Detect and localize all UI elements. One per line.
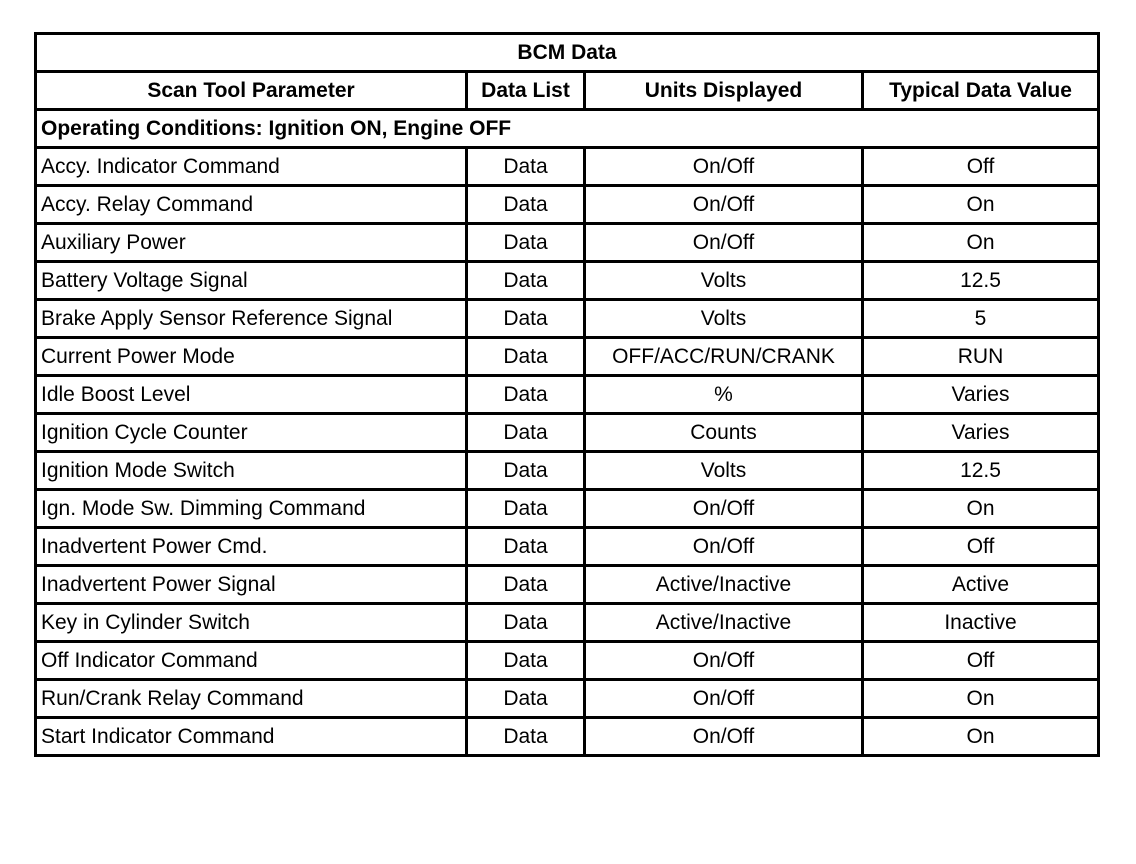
param-cell: Ign. Mode Sw. Dimming Command [36, 490, 467, 528]
data-list-cell: Data [467, 414, 585, 452]
units-cell: On/Off [585, 148, 863, 186]
table-row [36, 414, 1099, 452]
typical-value-cell: Active [863, 566, 1099, 604]
data-list-cell: Data [467, 680, 585, 718]
data-list-cell: Data [467, 300, 585, 338]
param-cell: Inadvertent Power Cmd. [36, 528, 467, 566]
data-list-cell: Data [467, 528, 585, 566]
typical-value-cell: Off [863, 528, 1099, 566]
data-list-cell: Data [467, 148, 585, 186]
header-row [36, 72, 1099, 110]
table-row [36, 224, 1099, 262]
header-scan-tool-parameter: Scan Tool Parameter [36, 72, 467, 110]
data-list-cell: Data [467, 224, 585, 262]
table-row [36, 490, 1099, 528]
typical-value-cell: On [863, 718, 1099, 756]
typical-value-cell: Inactive [863, 604, 1099, 642]
param-cell: Accy. Indicator Command [36, 148, 467, 186]
typical-value-cell: Off [863, 148, 1099, 186]
units-cell: Active/Inactive [585, 604, 863, 642]
typical-value-cell: On [863, 680, 1099, 718]
operating-conditions: Operating Conditions: Ignition ON, Engine OFF [36, 110, 1099, 148]
section-row [36, 110, 1099, 148]
param-cell: Brake Apply Sensor Reference Signal [36, 300, 467, 338]
units-cell: OFF/ACC/RUN/CRANK [585, 338, 863, 376]
table-title: BCM Data [36, 34, 1099, 72]
data-list-cell: Data [467, 718, 585, 756]
param-cell: Ignition Cycle Counter [36, 414, 467, 452]
table-row [36, 452, 1099, 490]
data-list-cell: Data [467, 490, 585, 528]
header-data-list: Data List [467, 72, 585, 110]
param-cell: Start Indicator Command [36, 718, 467, 756]
param-cell: Inadvertent Power Signal [36, 566, 467, 604]
typical-value-cell: On [863, 186, 1099, 224]
typical-value-cell: On [863, 490, 1099, 528]
table-row [36, 528, 1099, 566]
units-cell: Volts [585, 262, 863, 300]
param-cell: Off Indicator Command [36, 642, 467, 680]
units-cell: On/Off [585, 490, 863, 528]
table-row [36, 566, 1099, 604]
param-cell: Auxiliary Power [36, 224, 467, 262]
units-cell: Volts [585, 300, 863, 338]
units-cell: On/Off [585, 224, 863, 262]
typical-value-cell: On [863, 224, 1099, 262]
table-row [36, 338, 1099, 376]
units-cell: % [585, 376, 863, 414]
table-row [36, 604, 1099, 642]
data-list-cell: Data [467, 262, 585, 300]
typical-value-cell: RUN [863, 338, 1099, 376]
data-list-cell: Data [467, 642, 585, 680]
data-list-cell: Data [467, 604, 585, 642]
units-cell: Active/Inactive [585, 566, 863, 604]
bcm-data-table [34, 32, 1100, 757]
header-typical-data-value: Typical Data Value [863, 72, 1099, 110]
table-row [36, 376, 1099, 414]
data-list-cell: Data [467, 452, 585, 490]
typical-value-cell: 5 [863, 300, 1099, 338]
units-cell: On/Off [585, 186, 863, 224]
units-cell: On/Off [585, 680, 863, 718]
data-list-cell: Data [467, 186, 585, 224]
data-list-cell: Data [467, 376, 585, 414]
param-cell: Current Power Mode [36, 338, 467, 376]
param-cell: Key in Cylinder Switch [36, 604, 467, 642]
units-cell: Counts [585, 414, 863, 452]
param-cell: Battery Voltage Signal [36, 262, 467, 300]
units-cell: On/Off [585, 642, 863, 680]
param-cell: Ignition Mode Switch [36, 452, 467, 490]
table-row [36, 148, 1099, 186]
table-row [36, 642, 1099, 680]
title-row [36, 34, 1099, 72]
param-cell: Run/Crank Relay Command [36, 680, 467, 718]
units-cell: Volts [585, 452, 863, 490]
typical-value-cell: 12.5 [863, 452, 1099, 490]
table-row [36, 680, 1099, 718]
header-units-displayed: Units Displayed [585, 72, 863, 110]
typical-value-cell: Varies [863, 376, 1099, 414]
param-cell: Idle Boost Level [36, 376, 467, 414]
data-list-cell: Data [467, 338, 585, 376]
typical-value-cell: Off [863, 642, 1099, 680]
typical-value-cell: Varies [863, 414, 1099, 452]
param-cell: Accy. Relay Command [36, 186, 467, 224]
table-row [36, 300, 1099, 338]
units-cell: On/Off [585, 718, 863, 756]
data-list-cell: Data [467, 566, 585, 604]
typical-value-cell: 12.5 [863, 262, 1099, 300]
table-row [36, 186, 1099, 224]
table-row [36, 262, 1099, 300]
units-cell: On/Off [585, 528, 863, 566]
table-row [36, 718, 1099, 756]
